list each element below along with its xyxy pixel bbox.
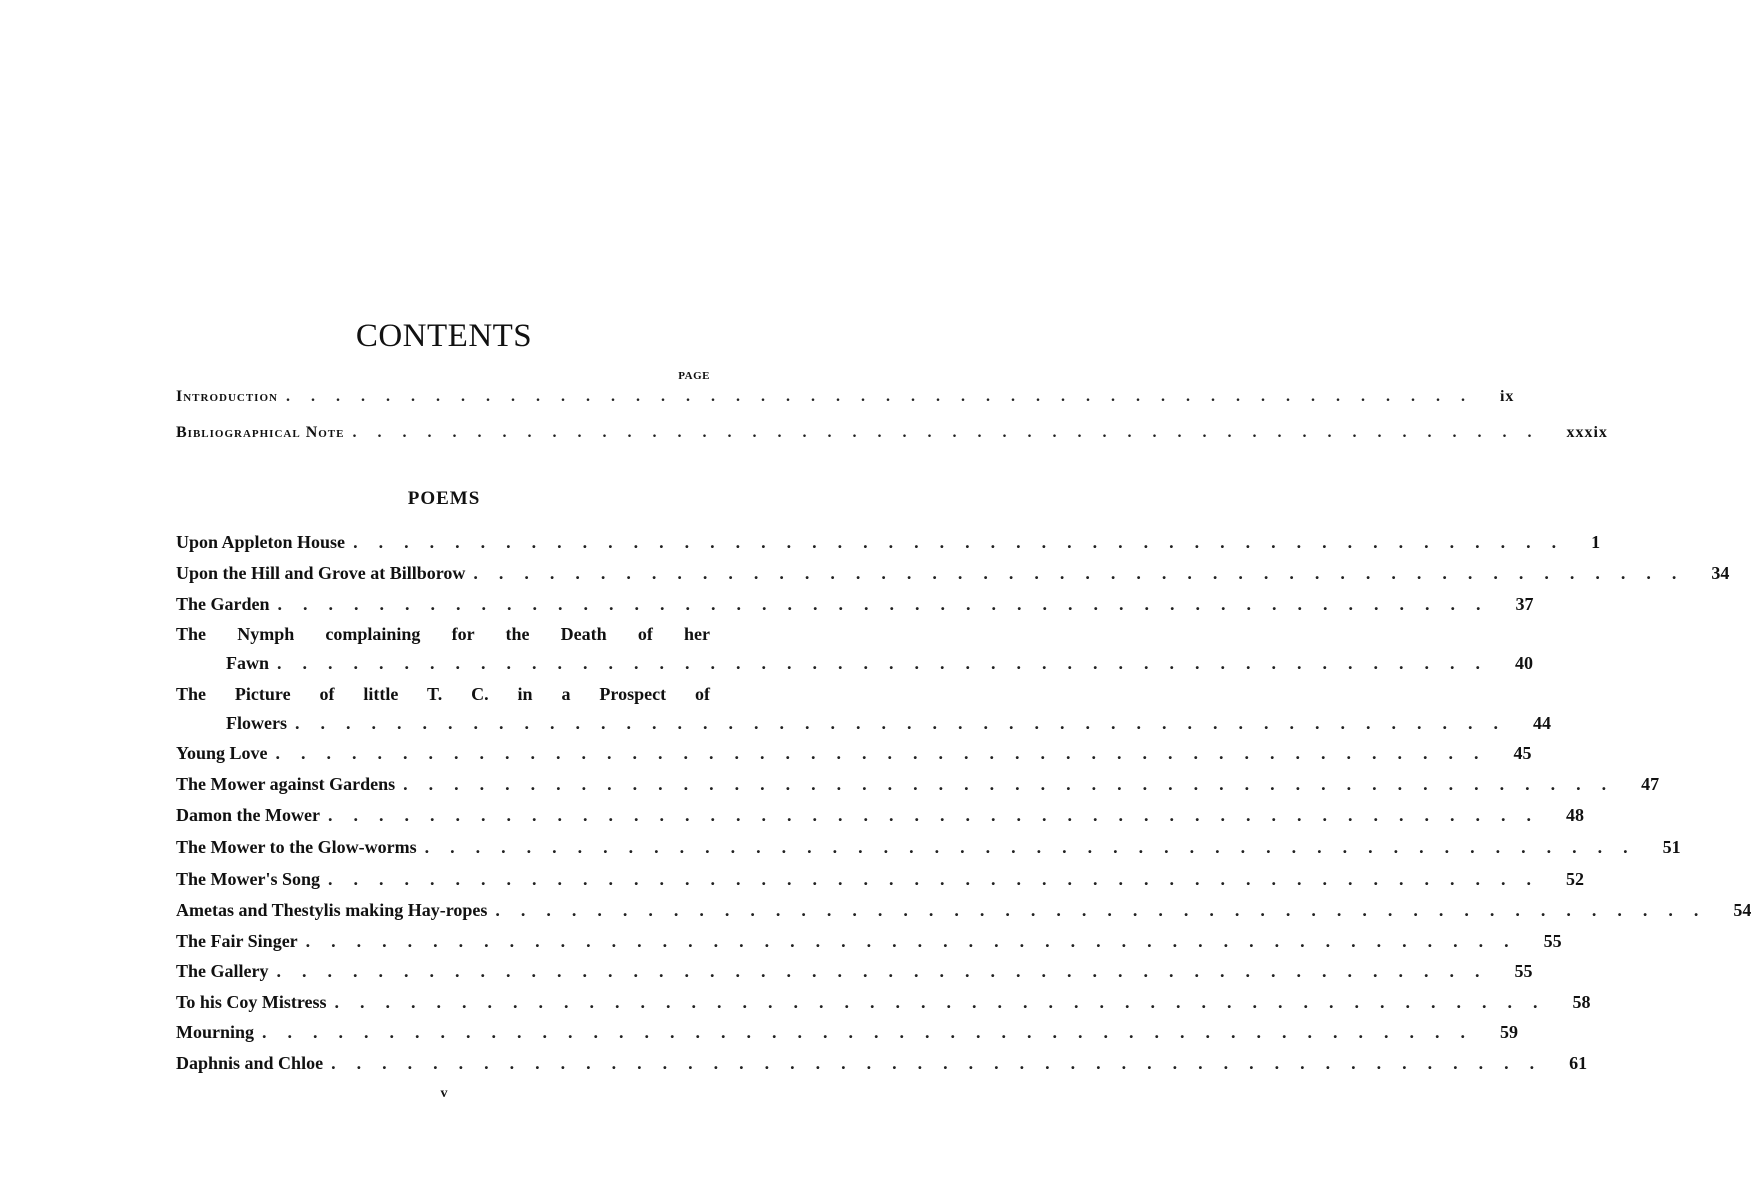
toc-entry	[176, 896, 1751, 925]
toc-entry-line	[176, 988, 1591, 1017]
toc-entry-title: Upon Appleton House	[176, 532, 346, 552]
toc-entry-line	[176, 957, 1533, 986]
dot-leader: ................................................	[305, 931, 1530, 951]
toc-entry-title: Young Love	[176, 743, 268, 763]
toc-entry-line	[176, 896, 1751, 925]
dot-leader: ................................................	[285, 388, 1486, 405]
dot-leader: ................................................	[276, 961, 1501, 981]
toc-entry	[176, 528, 1601, 557]
toc-entry	[176, 957, 1533, 986]
toc-entry-page-number: 34	[1711, 563, 1730, 583]
toc-entry-page-number: 55	[1543, 931, 1562, 951]
dot-leader: ................................................	[262, 1022, 1487, 1042]
toc-entry-title: Flowers	[226, 713, 287, 733]
toc-entry-page-number: 59	[1500, 1022, 1519, 1042]
front-matter-label: Introduction	[176, 388, 278, 405]
toc-entry	[176, 739, 1532, 768]
toc-entry-page-number: 54	[1733, 900, 1751, 920]
toc-entry	[176, 770, 1660, 799]
page-column-label: PAGE	[678, 370, 710, 382]
dot-leader: ................................................	[328, 869, 1552, 889]
toc-entry-page-number: 48	[1565, 805, 1584, 825]
toc-entry-title: The Garden	[176, 594, 270, 614]
toc-entry-page-number: 37	[1515, 594, 1534, 614]
dot-leader: ................................................	[334, 992, 1559, 1012]
dot-leader: ................................................	[424, 837, 1649, 857]
toc-entry-line	[176, 559, 1730, 588]
toc-entry-line	[176, 927, 1562, 956]
toc-entry-title: The Picture of little T. C. in a Prospect of	[176, 684, 710, 704]
toc-entry-continuation-line	[176, 709, 1551, 738]
dot-leader: ................................................	[327, 805, 1552, 825]
toc-entry-title: Upon the Hill and Grove at Billborow	[176, 563, 466, 583]
toc-entry-page-number: 55	[1514, 961, 1533, 981]
toc-entry-line	[176, 680, 710, 709]
page-title: CONTENTS	[355, 318, 533, 354]
front-matter-page: ix	[1499, 388, 1515, 405]
dot-leader: ................................................	[495, 900, 1720, 920]
toc-entry	[176, 559, 1730, 588]
toc-entry	[176, 865, 1584, 894]
toc-entry	[176, 833, 1681, 862]
dot-leader: ................................................	[277, 594, 1502, 614]
toc-entry-line	[176, 620, 710, 649]
toc-entry-page-number: 61	[1569, 1053, 1588, 1073]
toc-entry-line	[176, 528, 1601, 557]
dot-leader: ................................................	[352, 424, 1553, 441]
toc-entry-page-number: 51	[1662, 837, 1681, 857]
toc-entry-title: Fawn	[226, 653, 270, 673]
dot-leader: ................................................	[353, 532, 1578, 552]
toc-entry-title: To his Coy Mistress	[176, 992, 327, 1012]
dot-leader: ................................................	[473, 563, 1698, 583]
toc-entry-title: Damon the Mower	[176, 805, 320, 825]
toc-entry	[176, 680, 1551, 738]
toc-entry-title: The Nymph complaining for the Death of her	[176, 624, 710, 644]
dot-leader: ................................................	[403, 774, 1628, 794]
page-folio: v	[440, 1086, 448, 1101]
toc-entry-title: The Mower's Song	[176, 869, 320, 889]
toc-entry-continuation-line	[176, 649, 1534, 678]
front-matter-row-bibliographical-note	[176, 424, 1608, 450]
toc-entry-title: The Gallery	[176, 961, 269, 981]
dot-leader: ................................................	[331, 1053, 1556, 1073]
toc-entry-title: The Mower to the Glow-worms	[176, 837, 417, 857]
toc-entry	[176, 1018, 1519, 1047]
toc-entry	[176, 620, 1534, 678]
toc-entry-line	[176, 865, 1584, 894]
toc-entry-title: The Mower against Gardens	[176, 774, 396, 794]
toc-entry-line	[176, 833, 1681, 862]
toc-entry-title: Ametas and Thestylis making Hay-ropes	[176, 900, 488, 920]
dot-leader: ................................................	[275, 743, 1500, 763]
toc-entry-page-number: 58	[1572, 992, 1591, 1012]
toc-entry-title: Daphnis and Chloe	[176, 1053, 324, 1073]
toc-entry-line	[176, 1018, 1519, 1047]
toc-entry-line	[176, 739, 1532, 768]
toc-entry-page-number: 47	[1641, 774, 1660, 794]
toc-entry-page-number: 44	[1532, 713, 1551, 733]
section-heading: POEMS	[407, 488, 481, 509]
dot-leader: ................................................	[277, 653, 1502, 673]
toc-entry-line	[176, 590, 1534, 619]
toc-entry	[176, 590, 1534, 619]
front-matter-page: xxxix	[1566, 424, 1608, 441]
toc-entry-title: The Fair Singer	[176, 931, 298, 951]
toc-entry	[176, 927, 1562, 956]
poem-list	[176, 528, 1751, 1078]
toc-entry-line	[176, 770, 1660, 799]
toc-entry-page-number: 40	[1515, 653, 1534, 673]
toc-entry	[176, 801, 1584, 830]
front-matter-label: Bibliographical Note	[176, 424, 345, 441]
toc-entry	[176, 1049, 1588, 1078]
toc-entry-page-number: 1	[1591, 532, 1601, 552]
toc-entry	[176, 988, 1591, 1017]
front-matter-row-introduction	[176, 388, 1515, 414]
toc-entry-title: Mourning	[176, 1022, 255, 1042]
toc-entry-line	[176, 1049, 1588, 1078]
toc-entry-page-number: 52	[1566, 869, 1584, 889]
dot-leader: ................................................	[294, 713, 1519, 733]
toc-entry-line	[176, 801, 1584, 830]
toc-entry-page-number: 45	[1513, 743, 1532, 763]
